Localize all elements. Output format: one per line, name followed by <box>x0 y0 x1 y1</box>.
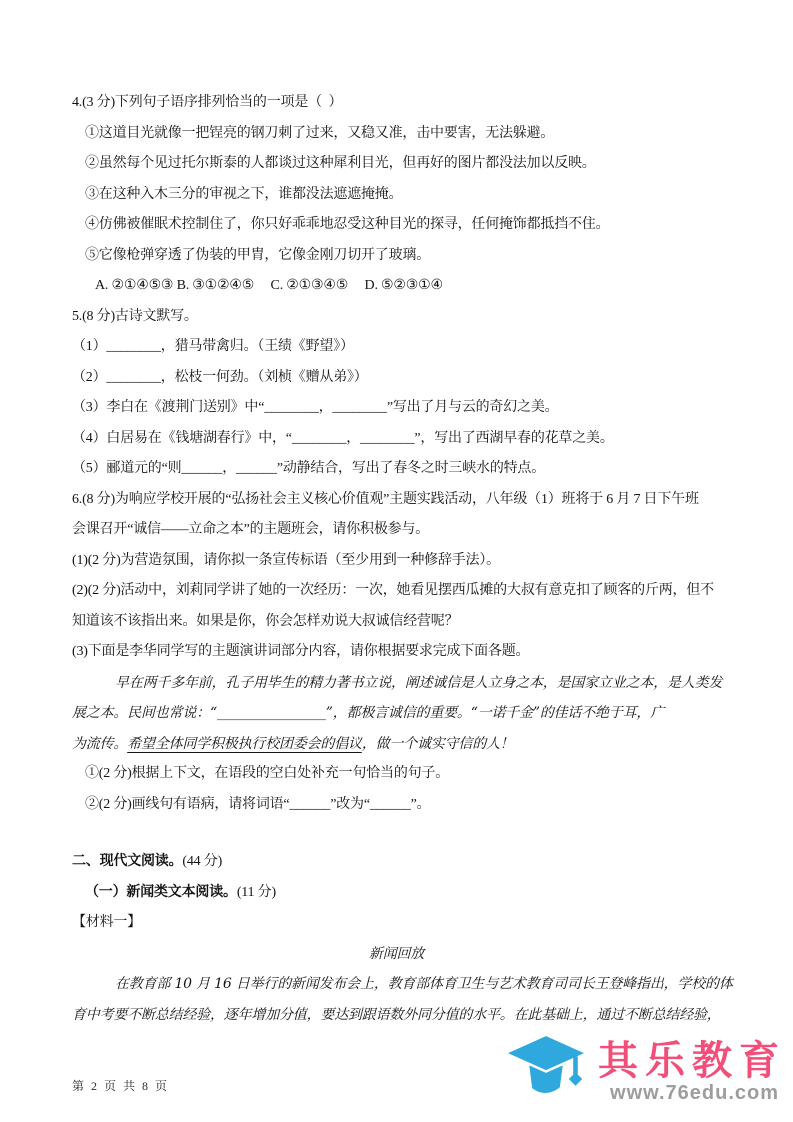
question-4-sentence-1: ①这道目光就像一把锃亮的钢刀刺了过来，又稳又准，击中要害，无法躲避。 <box>85 125 555 141</box>
page-number-footer: 第 2 页 共 8 页 <box>72 1079 170 1093</box>
question-5-blank-4: （4）白居易在《钱塘湖春行》中，“________，________”，写出了西湖早春的花草之美。 <box>72 430 614 446</box>
news-paragraph-line-1: 在教育部 10 月 16 日举行的新闻发布会上，教育部体育卫生与艺术教育司司长王登峰指出，学校的体 <box>115 976 733 992</box>
speech-paragraph-line-2: 展之本。民间也常说：“________________”，都极言诚信的重要。“一诺千金”的佳话不绝于耳，广 <box>72 705 665 721</box>
subsection-heading-score: (11 分) <box>236 884 276 900</box>
question-6-sub-2-line-2: 知道该不该指出来。如果是你，你会怎样劝说大叔诚信经营呢？ <box>72 613 459 629</box>
question-5-blank-5: （5）郦道元的“则______，______”动静结合，写出了春冬之时三峡水的特点。 <box>72 461 546 476</box>
subsection-heading-text: （一）新闻类文本阅读。 <box>85 884 237 900</box>
speech-line-3-prefix: 为流传。 <box>72 735 128 752</box>
speech-line-3-suffix: ，做一个诚实守信的人！ <box>361 735 514 752</box>
question-4-title: 4.(3 分)下列句子语序排列恰当的一项是（ ） <box>72 95 343 110</box>
brand-name: 其乐教育 <box>598 1038 786 1083</box>
section-2-subsection-heading <box>72 878 721 909</box>
question-6-intro-line-2: 会课召开“诚信——立命之本”的主题班会，请你积极参与。 <box>72 522 430 537</box>
section-2-heading-score: (44 分) <box>182 854 223 869</box>
question-4-sentence-2: ②虽然每个见过托尔斯泰的人都谈过这种犀利目光，但再好的图片都没法加以反映。 <box>85 156 596 171</box>
question-6-sub-1: (1)(2 分)为营造氛围，请你拟一条宣传标语（至少用到一种修辞手法）。 <box>72 552 500 568</box>
question-4-options: A. ②①④⑤③ B. ③①②④⑤ C. ②①③④⑤ D. ⑤②③①④ <box>95 278 443 293</box>
brand-text-block <box>598 1040 785 1104</box>
question-5-blank-2: （2）________，松枝一何劲。（刘桢《赠从弟》） <box>72 369 368 385</box>
question-5-blank-3: （3）李白在《渡荆门送别》中“________，________”写出了月与云的奇幻之美。 <box>72 400 559 415</box>
question-6-sub-3: (3)下面是李华同学写的主题演讲词部分内容，请你根据要求完成下面各题。 <box>72 644 530 659</box>
news-paragraph-line-2: 育中考要不断总结经验，逐年增加分值，要达到跟语数外同分值的水平。在此基础上，通过不断总结经验， <box>72 1006 721 1023</box>
question-6-intro-line-1: 6.(8 分)为响应学校开展的“弘扬社会主义核心价值观”主题实践活动，八年级（1）班将于 6 月 7 日下午班 <box>72 491 699 507</box>
question-5-blank-1: （1）________，猎马带禽归。（王绩《野望》） <box>72 339 354 354</box>
speech-paragraph-line-3 <box>72 729 721 760</box>
brand-url: www.76edu.com <box>610 1081 779 1104</box>
question-4-sentence-3: ③在这种入木三分的审视之下，谁都没法遮遮掩掩。 <box>85 186 403 202</box>
speech-paragraph-line-1: 早在两千多年前，孔子用毕生的精力著书立说，阐述诚信是人立身之本，是国家立业之本，是人类发 <box>115 674 723 691</box>
section-2-heading-text: 二、现代文阅读。 <box>72 854 183 869</box>
question-6-sub-2-line-1: (2)(2 分)活动中，刘莉同学讲了她的一次经历：一次，她看见摆西瓜摊的大叔有意克扣了顾客的斤两，但不 <box>72 583 714 598</box>
speech-underlined-phrase: 希望全体同学积极执行校团委会的倡议 <box>127 735 362 752</box>
material-1-label: 【材料一】 <box>72 915 141 930</box>
brand-logo <box>500 1029 785 1114</box>
question-6-subq-2: ②(2 分)画线句有语病，请将词语“______”改为“______”。 <box>85 796 431 812</box>
question-4-sentence-5: ⑤它像枪弹穿透了伪装的甲胄，它像金刚刀切开了玻璃。 <box>85 247 430 263</box>
graduation-cap-icon <box>500 1029 592 1114</box>
section-2-heading <box>72 847 721 878</box>
question-6-subq-1: ①(2 分)根据上下文，在语段的空白处补充一句恰当的句子。 <box>85 766 450 781</box>
question-4-sentence-4: ④仿佛被催眠术控制住了，你只好乖乖地忍受这种目光的探寻，任何掩饰都抵挡不住。 <box>85 217 610 232</box>
material-1-title: 新闻回放 <box>368 945 425 962</box>
question-5-title: 5.(8 分)古诗文默写。 <box>72 308 198 324</box>
